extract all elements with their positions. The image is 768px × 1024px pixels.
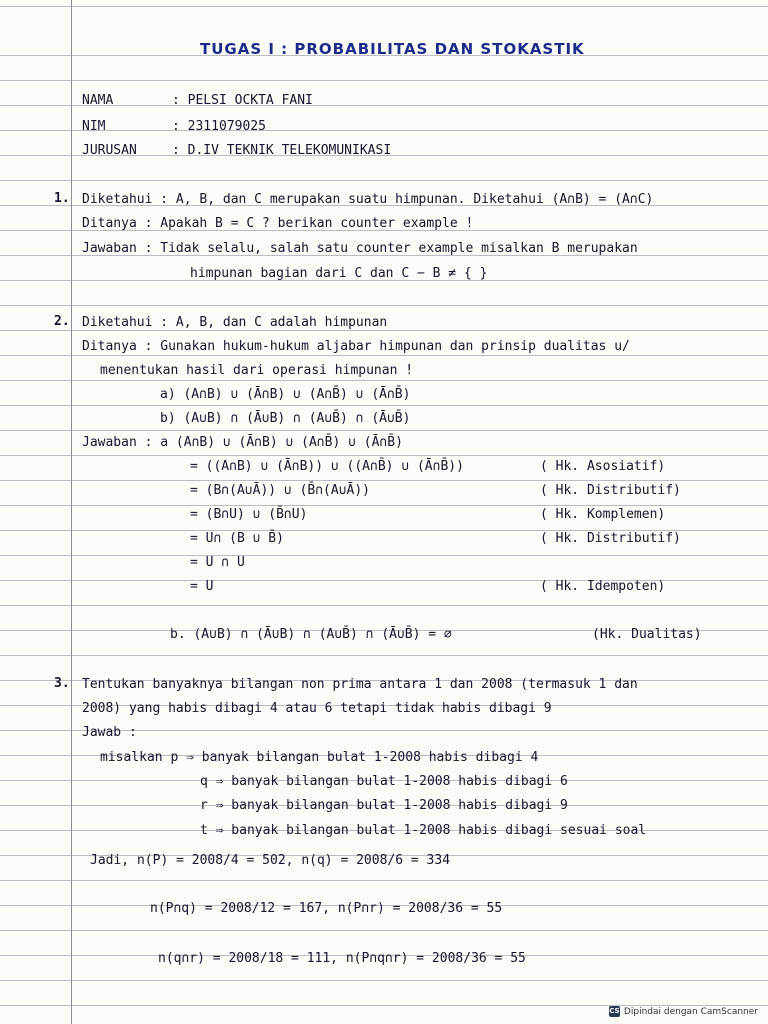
q3-soal-1: Tentukan banyaknya bilangan non prima antara 1 dan 2008 (termasuk 1 dan: [82, 677, 638, 692]
page-title: TUGAS I : PROBABILITAS DAN STOKASTIK: [200, 40, 585, 58]
q3-number: 3.: [54, 676, 70, 691]
q1-ditanya: Ditanya : Apakah B = C ? berikan counter example !: [82, 216, 474, 231]
scanner-watermark: [609, 1006, 758, 1017]
q1-jawaban-2: himpunan bagian dari C dan C − B ≠ { }: [190, 266, 488, 281]
q3-soal-2: 2008) yang habis dibagi 4 atau 6 tetapi tidak habis dibagi 9: [82, 701, 552, 716]
q2-ditanya-2: menentukan hasil dari operasi himpunan !: [100, 363, 414, 378]
q1-diketahui: Diketahui : A, B, dan C merupakan suatu himpunan. Diketahui (A∩B) = (A∩C): [82, 192, 654, 207]
q2-step-6: = U: [190, 579, 214, 594]
q3-nqr: n(q∩r) = 2008/18 = 111, n(P∩q∩r) = 2008/36 = 55: [158, 951, 526, 966]
q2-step-4-law: ( Hk. Distributif): [540, 531, 681, 546]
q2-step-1-law: ( Hk. Asosiatif): [540, 459, 666, 474]
nama-label: NAMA: [82, 93, 114, 108]
q2-step-2-law: ( Hk. Distributif): [540, 483, 681, 498]
q2-number: 2.: [54, 314, 70, 329]
scanner-text: Dipindai dengan CamScanner: [623, 1006, 758, 1017]
q3-def-p: misalkan p ⇒ banyak bilangan bulat 1-2008 habis dibagi 4: [100, 750, 539, 765]
q2-answer-b: b. (A∪B) ∩ (Ā∪B) ∩ (A∪B̄) ∩ (Ā∪B̄) = ∅: [170, 627, 452, 642]
nim-label: NIM: [82, 119, 106, 134]
q3-def-t: t ⇒ banyak bilangan bulat 1-2008 habis dibagi sesuai soal: [200, 823, 647, 838]
camscanner-icon: CS: [609, 1007, 620, 1015]
jurusan-label: JURUSAN: [82, 143, 137, 158]
q2-diketahui: Diketahui : A, B, dan C adalah himpunan: [82, 315, 388, 330]
jurusan-value: : D.IV TEKNIK TELEKOMUNIKASI: [172, 143, 392, 158]
q3-npq: n(P∩q) = 2008/12 = 167, n(P∩r) = 2008/36 = 55: [150, 901, 503, 916]
q1-jawaban: Jawaban : Tidak selalu, salah satu counter example misalkan B merupakan: [82, 241, 638, 256]
q2-ditanya: Ditanya : Gunakan hukum-hukum aljabar himpunan dan prinsip dualitas u/: [82, 339, 630, 354]
q2-part-b: b) (A∪B) ∩ (Ā∪B) ∩ (A∪B̄) ∩ (Ā∪B̄): [160, 411, 411, 426]
q2-step-2: = (B∩(A∪Ā)) ∪ (B̄∩(A∪Ā)): [190, 483, 371, 498]
q2-answer-b-law: (Hk. Dualitas): [592, 627, 702, 642]
margin-line: [71, 0, 72, 1024]
q2-step-1: = ((A∩B) ∪ (Ā∩B)) ∪ ((A∩B̄) ∪ (Ā∩B̄)): [190, 459, 464, 474]
q2-step-6-law: ( Hk. Idempoten): [540, 579, 666, 594]
q2-step-4: = U∩ (B ∪ B̄): [190, 531, 284, 546]
q2-part-a: a) (A∩B) ∪ (Ā∩B) ∪ (A∩B̄) ∪ (Ā∩B̄): [160, 387, 411, 402]
q2-jawaban: Jawaban : a (A∩B) ∪ (Ā∩B) ∪ (A∩B̄) ∪ (Ā∩B̄): [82, 435, 403, 450]
nim-value: : 2311079025: [172, 119, 266, 134]
nama-value: : PELSI OCKTA FANI: [172, 93, 313, 108]
q3-def-q: q ⇒ banyak bilangan bulat 1-2008 habis dibagi 6: [200, 774, 568, 789]
q1-number: 1.: [54, 191, 70, 206]
q2-step-3: = (B∩U) ∪ (B̄∩U): [190, 507, 308, 522]
q3-def-r: r ⇒ banyak bilangan bulat 1-2008 habis dibagi 9: [200, 798, 568, 813]
q2-step-3-law: ( Hk. Komplemen): [540, 507, 666, 522]
q3-jadi: Jadi, n(P) = 2008/4 = 502, n(q) = 2008/6 = 334: [90, 853, 451, 868]
q2-step-5: = U ∩ U: [190, 555, 245, 570]
q3-jawab: Jawab :: [82, 725, 137, 740]
